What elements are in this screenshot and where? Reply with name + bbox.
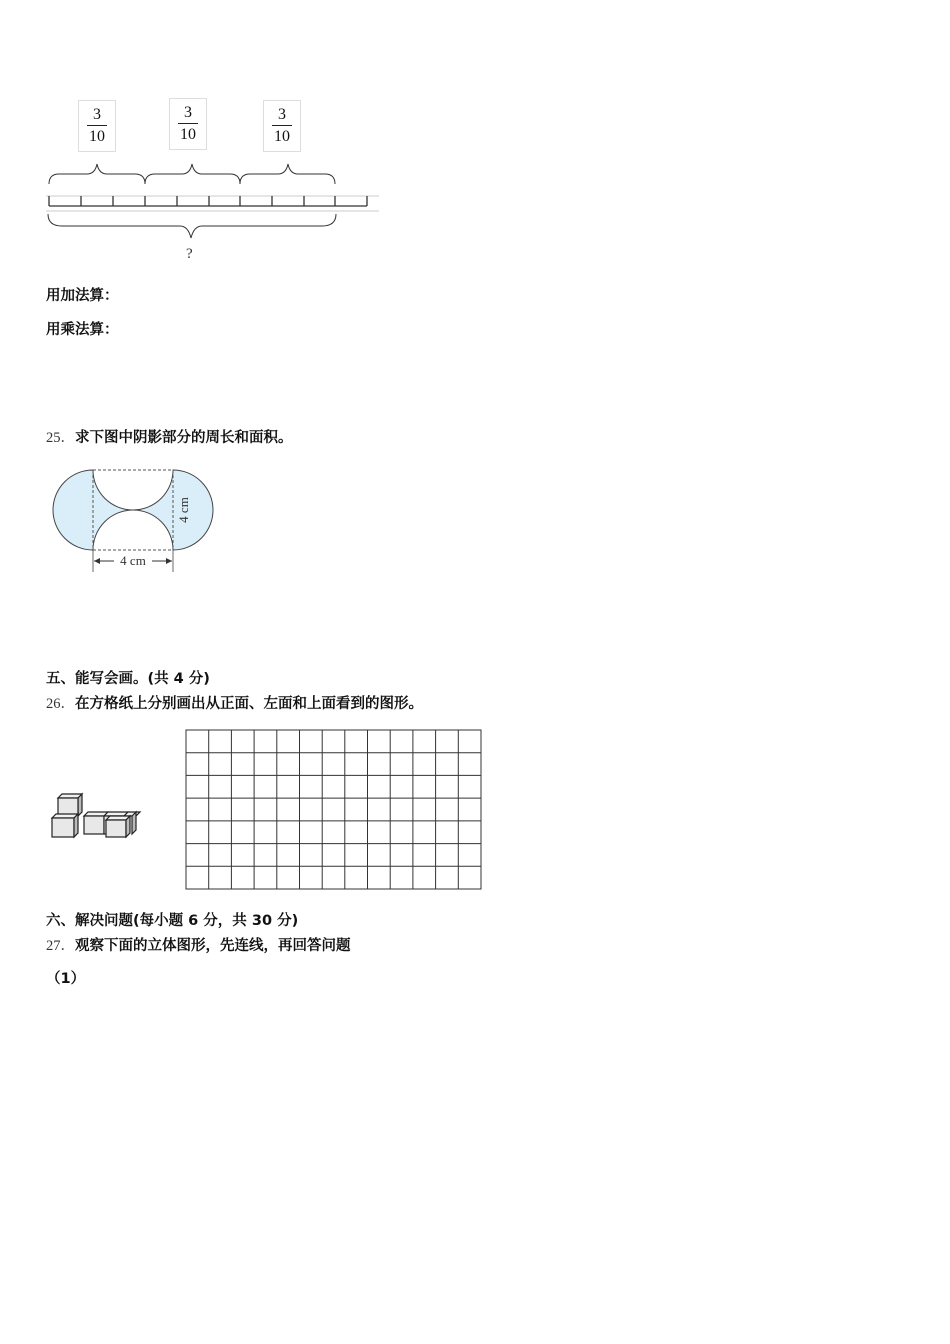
fraction-box-1: 3 10 — [78, 100, 116, 152]
number-line-svg — [0, 0, 950, 280]
height-label: 4 cm — [176, 497, 191, 523]
fraction-box-2: 3 10 — [169, 98, 207, 150]
section-5-title: 五、能写会画。(共 4 分) — [46, 671, 210, 687]
cube-stack-figure — [48, 790, 148, 850]
question-26: 26．在方格纸上分别画出从正面、左面和上面看到的图形。 — [46, 696, 423, 712]
shaded-region-figure — [40, 460, 240, 580]
question-27-sub-1: （1） — [46, 971, 86, 987]
multiplication-answer-label: 用乘法算： — [46, 322, 119, 338]
grid-paper[interactable] — [185, 729, 485, 891]
section-6-title: 六、解决问题(每小题 6 分，共 30 分) — [46, 913, 299, 929]
question-27: 27．观察下面的立体图形，先连线，再回答问题 — [46, 938, 351, 954]
width-label: 4 cm — [120, 553, 146, 568]
fraction-box-3: 3 10 — [263, 100, 301, 152]
addition-answer-label: 用加法算： — [46, 288, 119, 304]
question-25: 25．求下图中阴影部分的周长和面积。 — [46, 430, 293, 446]
question-mark-label: ? — [186, 246, 193, 262]
